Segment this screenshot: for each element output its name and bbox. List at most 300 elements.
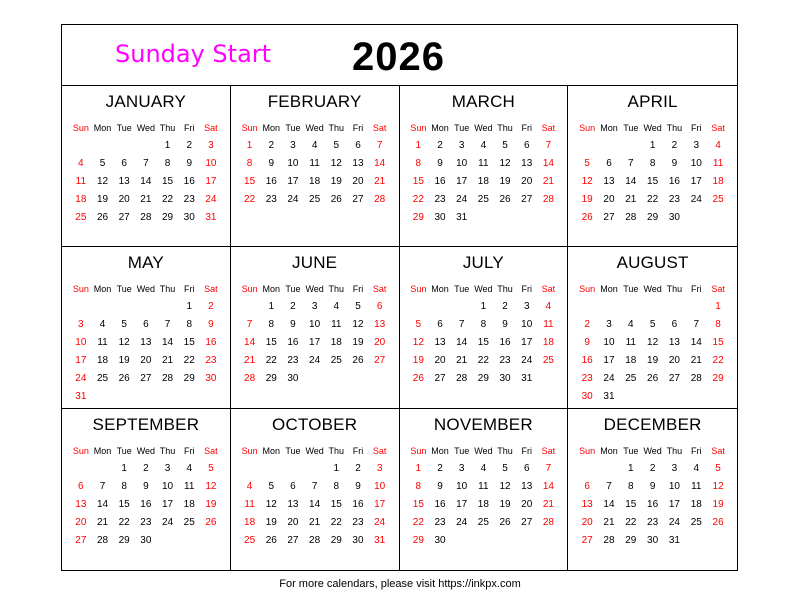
day-cell: 23 [668,194,680,205]
weekday-label: Sat [541,284,556,295]
days-grid [576,442,729,550]
day-cell: 13 [140,337,152,349]
day-cell: 17 [668,498,680,510]
month-name: SEPTEMBER [92,414,200,434]
month-name: MAY [127,253,164,273]
day-cell: 24 [309,355,321,367]
day-cell: 16 [581,355,593,367]
day-cell: 24 [205,194,217,205]
day-cell: 13 [118,176,130,187]
day-cell: 9 [437,480,443,492]
day-cell: 6 [355,140,361,151]
day-cell: 26 [499,516,511,528]
day-cell: 18 [244,516,256,528]
day-cell: 12 [205,480,217,492]
empty-day-cell [685,298,707,316]
day-cell: 24 [374,516,386,528]
weekday-label: Wed [305,284,324,295]
day-cell: 22 [625,516,637,528]
day-cell: 12 [712,480,724,492]
month-name: APRIL [627,92,678,111]
empty-day-cell [200,388,222,406]
empty-day-cell [304,370,326,388]
empty-day-cell [620,298,642,316]
day-cell: 11 [244,498,255,510]
day-cell: 14 [244,337,256,349]
day-cell: 25 [625,373,637,385]
weekday-label: Mon [431,123,449,133]
day-cell: 6 [290,480,296,492]
day-cell: 23 [183,194,195,205]
month-name: NOVEMBER [433,414,533,434]
day-cell: 28 [542,516,554,528]
month-february [231,86,400,247]
day-cell: 7 [311,480,318,492]
day-cell: 9 [143,480,149,492]
weekday-label: Sat [711,123,725,133]
weekday-label: Sat [372,284,387,295]
month-name: JUNE [292,253,338,273]
day-cell: 2 [208,301,214,313]
weekday-label: Tue [285,123,301,133]
day-cell: 12 [330,158,342,169]
day-cell: 10 [161,480,174,492]
empty-day-cell [707,532,729,550]
day-cell: 17 [75,355,87,367]
day-cell: 17 [690,176,702,187]
day-cell: 12 [499,480,511,492]
day-cell: 29 [118,534,130,546]
empty-day-cell [70,460,92,478]
day-cell: 14 [309,498,321,510]
weekday-label: Tue [116,284,132,295]
day-cell: 19 [96,194,109,205]
day-cell: 9 [290,319,296,331]
day-cell: 21 [625,194,637,205]
weekday-label: Mon [600,445,618,456]
day-cell: 14 [625,176,637,187]
day-cell: 7 [693,319,700,331]
day-cell: 12 [118,337,130,349]
weekday-label: Fri [691,123,702,133]
day-cell: 22 [412,194,424,205]
day-cell: 7 [545,462,552,474]
day-cell: 14 [690,337,702,349]
day-cell: 9 [502,319,508,331]
day-cell: 10 [668,480,680,492]
day-cell: 12 [647,337,659,349]
day-cell: 26 [499,194,511,205]
day-cell: 14 [161,337,174,349]
day-cell: 26 [581,212,593,223]
weekday-label: Wed [474,445,493,456]
day-cell: 27 [521,194,533,205]
day-cell: 6 [437,319,443,331]
day-cell: 6 [584,480,590,492]
month-april [568,86,737,247]
empty-day-cell [642,388,664,406]
weekday-label: Sun [410,445,427,456]
day-cell: 20 [521,498,533,510]
day-cell: 23 [581,373,593,385]
day-cell: 4 [99,319,106,331]
day-cell: 8 [480,319,487,331]
day-cell: 18 [183,498,195,510]
day-cell: 16 [434,498,446,510]
day-cell: 21 [140,194,152,205]
day-cell: 27 [581,534,593,546]
weekday-label: Thu [159,445,176,456]
day-cell: 14 [140,176,152,187]
weekday-label: Wed [643,284,662,295]
day-cell: 15 [625,498,637,510]
footer-note: For more calendars, please visit https://inkpx.com [279,578,521,590]
days-grid [239,280,391,388]
day-cell: 1 [628,462,634,474]
weekday-label: Mon [262,123,281,133]
weekday-label: Sun [72,123,89,133]
day-cell: 1 [415,140,422,151]
day-cell: 19 [499,498,511,510]
day-cell: 19 [412,355,424,367]
day-cell: 5 [121,319,127,331]
empty-day-cell [685,532,707,550]
day-cell: 4 [693,462,700,474]
day-cell: 9 [355,480,361,492]
days-grid [408,442,560,550]
empty-day-cell [157,298,179,316]
day-cell: 4 [246,480,253,492]
day-cell: 3 [458,140,465,151]
weekday-label: Thu [497,284,513,295]
day-cell: 8 [649,158,656,169]
weekday-label: Mon [93,123,112,133]
empty-day-cell [598,460,620,478]
weekday-label: Mon [93,445,112,456]
days-grid [70,442,222,550]
day-cell: 28 [161,373,174,385]
day-cell: 3 [376,462,383,474]
day-cell: 2 [671,140,678,151]
day-cell: 30 [287,373,299,385]
day-cell: 25 [75,212,87,223]
day-cell: 7 [606,480,612,492]
day-cell: 11 [478,158,489,169]
day-cell: 8 [186,319,192,331]
empty-day-cell [642,298,664,316]
weekday-label: Fri [691,284,702,295]
empty-day-cell [135,137,157,155]
day-cell: 25 [330,355,342,367]
day-cell: 26 [205,516,217,528]
day-cell: 2 [143,462,149,474]
day-cell: 30 [140,534,152,546]
day-cell: 10 [287,158,299,169]
day-cell: 13 [521,158,533,169]
day-cell: 6 [671,319,678,331]
day-cell: 3 [311,301,318,313]
day-cell: 25 [712,194,724,205]
days-grid [70,280,222,406]
day-cell: 5 [649,319,656,331]
day-cell: 17 [161,498,174,510]
weekday-label: Wed [305,123,324,133]
empty-day-cell [325,370,347,388]
weekday-label: Sat [372,445,387,456]
day-cell: 28 [603,534,615,546]
weekday-label: Sun [579,123,596,133]
day-cell: 5 [502,462,508,474]
weekday-label: Tue [623,123,639,133]
day-cell: 9 [649,480,656,492]
day-cell: 11 [331,319,342,331]
day-cell: 15 [330,498,342,510]
day-cell: 18 [712,176,724,187]
day-cell: 26 [96,212,109,223]
empty-day-cell [451,298,473,316]
day-cell: 11 [478,480,489,492]
day-cell: 23 [499,355,511,367]
day-cell: 25 [542,355,554,367]
day-cell: 1 [480,301,487,313]
day-cell: 1 [164,140,171,151]
empty-day-cell [473,209,495,227]
day-cell: 15 [412,176,424,187]
day-cell: 22 [412,516,424,528]
day-cell: 9 [671,158,678,169]
day-cell: 29 [412,534,424,546]
day-cell: 27 [668,373,680,385]
weekday-label: Mon [93,284,112,295]
day-cell: 24 [287,194,299,205]
weekday-label: Thu [497,123,513,133]
day-cell: 17 [309,337,321,349]
day-cell: 11 [691,480,702,492]
day-cell: 21 [456,355,468,367]
day-cell: 17 [521,337,533,349]
weekday-label: Sun [410,284,427,295]
day-cell: 18 [542,337,554,349]
day-cell: 15 [118,498,130,510]
empty-day-cell [347,370,369,388]
day-cell: 7 [164,319,171,331]
day-cell: 6 [121,158,127,169]
day-cell: 18 [625,355,637,367]
empty-day-cell [239,298,261,316]
days-grid [239,442,391,550]
empty-day-cell [113,137,135,155]
day-cell: 10 [690,158,702,169]
day-cell: 22 [647,194,659,205]
day-cell: 28 [374,194,386,205]
day-cell: 23 [287,355,299,367]
day-cell: 12 [412,337,424,349]
weekday-label: Mon [431,445,449,456]
day-cell: 4 [186,462,192,474]
empty-day-cell [538,370,560,388]
day-cell: 7 [99,480,106,492]
day-cell: 5 [584,158,590,169]
day-cell: 29 [477,373,489,385]
month-name: OCTOBER [272,414,358,434]
day-cell: 25 [244,534,256,546]
day-cell: 3 [164,462,171,474]
weekday-label: Thu [666,445,683,456]
weekday-label: Tue [285,284,301,295]
day-cell: 24 [161,516,174,528]
day-cell: 9 [208,319,214,331]
day-cell: 25 [690,516,702,528]
weekday-label: Wed [136,445,156,456]
day-cell: 4 [78,158,84,169]
day-cell: 23 [434,194,446,205]
day-cell: 13 [75,498,87,510]
weekday-label: Fri [183,445,195,456]
day-cell: 15 [183,337,195,349]
day-cell: 16 [183,176,195,187]
month-name: AUGUST [616,253,689,273]
day-cell: 16 [352,498,364,510]
month-name: MARCH [451,92,516,111]
day-cell: 23 [265,194,277,205]
day-cell: 30 [668,212,680,223]
empty-day-cell [135,298,157,316]
weekday-label: Wed [643,445,662,456]
day-cell: 7 [628,158,634,169]
empty-day-cell [620,388,642,406]
month-name: DECEMBER [603,414,702,434]
weekday-label: Mon [600,123,618,133]
weekday-label: Fri [691,445,702,456]
empty-day-cell [473,532,495,550]
day-cell: 5 [268,480,275,492]
empty-day-cell [157,532,179,550]
day-cell: 24 [75,373,87,385]
empty-day-cell [451,532,473,550]
empty-day-cell [576,137,598,155]
day-cell: 9 [584,337,590,349]
day-cell: 31 [205,212,217,223]
day-cell: 12 [96,176,109,187]
day-cell: 30 [205,373,217,385]
day-cell: 27 [352,194,364,205]
day-cell: 17 [287,176,299,187]
day-cell: 28 [456,373,468,385]
day-cell: 16 [205,337,217,349]
day-cell: 29 [161,212,174,223]
day-cell: 8 [628,480,634,492]
day-cell: 3 [458,462,465,474]
weekday-label: Sat [204,445,218,456]
day-cell: 18 [96,355,109,367]
weekday-label: Fri [183,284,195,295]
day-cell: 9 [268,158,275,169]
day-cell: 8 [333,480,340,492]
day-cell: 30 [352,534,364,546]
day-cell: 27 [374,355,386,367]
weekday-label: Tue [623,284,639,295]
weekday-label: Thu [497,445,513,456]
weekday-label: Thu [328,123,345,133]
day-cell: 10 [456,480,468,492]
day-cell: 10 [75,337,87,349]
empty-day-cell [664,298,686,316]
day-cell: 24 [603,373,615,385]
day-cell: 10 [374,480,386,492]
day-cell: 28 [244,373,256,385]
day-cell: 3 [606,319,612,331]
day-cell: 20 [434,355,446,367]
empty-day-cell [707,388,729,406]
weekday-label: Sat [541,445,556,456]
day-cell: 21 [690,355,702,367]
day-cell: 11 [625,337,636,349]
day-cell: 15 [161,176,174,187]
day-cell: 15 [244,176,256,187]
day-cell: 20 [352,176,364,187]
weekday-label: Sat [204,284,218,295]
day-cell: 5 [502,140,508,151]
day-cell: 25 [183,516,195,528]
day-cell: 8 [246,158,253,169]
month-name: FEBRUARY [267,92,362,111]
day-cell: 31 [456,212,468,223]
day-cell: 11 [712,158,724,169]
empty-day-cell [178,532,200,550]
day-cell: 8 [268,319,275,331]
day-cell: 29 [183,373,195,385]
weekday-label: Thu [159,284,176,295]
day-cell: 14 [374,158,386,169]
day-cell: 19 [118,355,130,367]
empty-day-cell [304,460,326,478]
weekday-label: Tue [623,445,639,456]
weekday-label: Sat [204,123,218,133]
day-cell: 20 [603,194,615,205]
day-cell: 14 [542,480,554,492]
day-cell: 16 [287,337,299,349]
empty-day-cell [516,209,538,227]
weekday-label: Fri [183,123,195,133]
weekday-label: Tue [285,445,301,456]
day-cell: 29 [265,373,277,385]
day-cell: 25 [309,194,321,205]
day-cell: 2 [268,140,275,151]
day-cell: 4 [480,462,487,474]
day-cell: 30 [647,534,659,546]
day-cell: 18 [75,194,87,205]
day-cell: 9 [186,158,192,169]
day-cell: 3 [523,301,530,313]
empty-day-cell [92,460,114,478]
day-cell: 23 [352,516,364,528]
day-cell: 18 [330,337,342,349]
day-cell: 17 [205,176,217,187]
day-cell: 31 [603,391,615,403]
day-cell: 8 [415,480,422,492]
day-cell: 28 [690,373,702,385]
weekday-label: Fri [521,284,532,295]
empty-day-cell [707,209,729,227]
day-cell: 8 [715,319,721,331]
day-cell: 19 [330,176,342,187]
weekday-label: Sun [72,445,89,456]
day-cell: 15 [477,337,489,349]
empty-day-cell [239,460,261,478]
day-cell: 11 [97,337,108,349]
weekday-label: Thu [328,445,345,456]
weekday-label: Thu [666,123,683,133]
